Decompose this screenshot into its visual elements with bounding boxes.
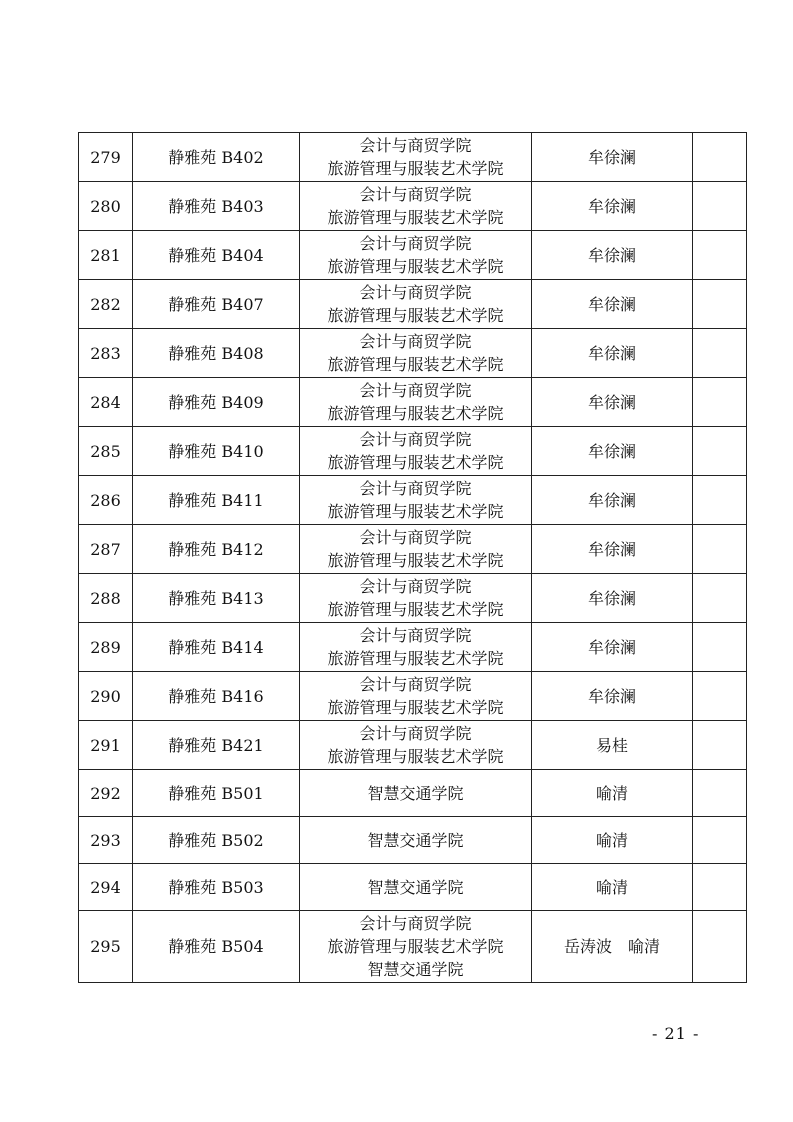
note-cell (693, 672, 747, 721)
college-cell (300, 911, 532, 983)
table-row (79, 133, 747, 182)
college-name: 会计与商贸学院 (359, 430, 472, 449)
college-name: 会计与商贸学院 (359, 626, 472, 645)
room-cell: 静雅苑 B416 (133, 672, 300, 721)
college-cell (300, 623, 532, 672)
college-name: 会计与商贸学院 (359, 185, 472, 204)
person-cell: 牟徐澜 (532, 378, 693, 427)
person-cell: 喻清 (532, 817, 693, 864)
table-row (79, 911, 747, 983)
college-name: 旅游管理与服装艺术学院 (327, 257, 504, 276)
note-cell (693, 476, 747, 525)
room-cell: 静雅苑 B503 (133, 864, 300, 911)
row-number-cell: 290 (79, 672, 133, 721)
note-cell (693, 574, 747, 623)
note-cell (693, 280, 747, 329)
table-row (79, 770, 747, 817)
college-cell (300, 574, 532, 623)
note-cell (693, 182, 747, 231)
row-number-cell: 282 (79, 280, 133, 329)
row-number-cell: 287 (79, 525, 133, 574)
college-cell (300, 672, 532, 721)
table-row (79, 476, 747, 525)
page-number: - 21 - (652, 1024, 700, 1043)
table-row (79, 280, 747, 329)
person-cell: 牟徐澜 (532, 623, 693, 672)
person-cell: 喻清 (532, 864, 693, 911)
room-cell: 静雅苑 B502 (133, 817, 300, 864)
room-cell: 静雅苑 B407 (133, 280, 300, 329)
person-cell: 牟徐澜 (532, 427, 693, 476)
college-name: 会计与商贸学院 (359, 675, 472, 694)
college-cell (300, 770, 532, 817)
college-name: 智慧交通学院 (367, 877, 464, 897)
college-cell (300, 817, 532, 864)
note-cell (693, 864, 747, 911)
college-name: 会计与商贸学院 (359, 283, 472, 302)
college-name: 旅游管理与服装艺术学院 (327, 649, 504, 668)
college-name: 旅游管理与服装艺术学院 (327, 698, 504, 717)
table-row (79, 231, 747, 280)
note-cell (693, 911, 747, 983)
room-cell: 静雅苑 B504 (133, 911, 300, 983)
college-cell (300, 182, 532, 231)
college-cell (300, 280, 532, 329)
table-row (79, 574, 747, 623)
row-number-cell: 284 (79, 378, 133, 427)
college-name: 旅游管理与服装艺术学院 (327, 453, 504, 472)
college-name: 智慧交通学院 (367, 783, 464, 803)
note-cell (693, 623, 747, 672)
room-cell: 静雅苑 B501 (133, 770, 300, 817)
person-cell: 牟徐澜 (532, 525, 693, 574)
note-cell (693, 525, 747, 574)
college-name: 会计与商贸学院 (359, 577, 472, 596)
row-number-cell: 283 (79, 329, 133, 378)
person-cell: 牟徐澜 (532, 133, 693, 182)
college-name: 会计与商贸学院 (359, 479, 472, 498)
person-cell: 牟徐澜 (532, 182, 693, 231)
college-cell (300, 329, 532, 378)
room-cell: 静雅苑 B411 (133, 476, 300, 525)
college-name: 旅游管理与服装艺术学院 (327, 937, 504, 956)
table-row (79, 525, 747, 574)
row-number-cell: 285 (79, 427, 133, 476)
table-row (79, 721, 747, 770)
person-cell: 易桂 (532, 721, 693, 770)
table-row (79, 329, 747, 378)
note-cell (693, 231, 747, 280)
college-cell (300, 133, 532, 182)
table-row (79, 864, 747, 911)
college-name: 会计与商贸学院 (359, 332, 472, 351)
room-cell: 静雅苑 B404 (133, 231, 300, 280)
note-cell (693, 427, 747, 476)
note-cell (693, 770, 747, 817)
table-row (79, 378, 747, 427)
college-name: 旅游管理与服装艺术学院 (327, 551, 504, 570)
person-cell: 牟徐澜 (532, 231, 693, 280)
college-name: 会计与商贸学院 (359, 234, 472, 253)
person-cell: 牟徐澜 (532, 672, 693, 721)
row-number-cell: 292 (79, 770, 133, 817)
college-name: 会计与商贸学院 (359, 381, 472, 400)
row-number-cell: 279 (79, 133, 133, 182)
row-number-cell: 286 (79, 476, 133, 525)
college-cell (300, 427, 532, 476)
row-number-cell: 295 (79, 911, 133, 983)
person-cell: 牟徐澜 (532, 280, 693, 329)
room-cell: 静雅苑 B412 (133, 525, 300, 574)
room-cell: 静雅苑 B414 (133, 623, 300, 672)
room-cell: 静雅苑 B409 (133, 378, 300, 427)
room-cell: 静雅苑 B413 (133, 574, 300, 623)
table-row (79, 817, 747, 864)
row-number-cell: 289 (79, 623, 133, 672)
person-cell: 岳涛波 喻清 (532, 911, 693, 983)
college-name: 会计与商贸学院 (359, 724, 472, 743)
row-number-cell: 293 (79, 817, 133, 864)
college-cell (300, 721, 532, 770)
college-name: 旅游管理与服装艺术学院 (327, 306, 504, 325)
note-cell (693, 721, 747, 770)
room-cell: 静雅苑 B410 (133, 427, 300, 476)
note-cell (693, 133, 747, 182)
college-name: 旅游管理与服装艺术学院 (327, 747, 504, 766)
college-name: 旅游管理与服装艺术学院 (327, 208, 504, 227)
person-cell: 牟徐澜 (532, 574, 693, 623)
note-cell (693, 817, 747, 864)
college-name: 会计与商贸学院 (359, 528, 472, 547)
college-cell (300, 525, 532, 574)
row-number-cell: 280 (79, 182, 133, 231)
table-row (79, 427, 747, 476)
college-cell (300, 864, 532, 911)
college-cell (300, 378, 532, 427)
row-number-cell: 281 (79, 231, 133, 280)
room-cell: 静雅苑 B408 (133, 329, 300, 378)
college-name: 旅游管理与服装艺术学院 (327, 355, 504, 374)
college-cell (300, 476, 532, 525)
college-name: 智慧交通学院 (367, 830, 464, 850)
table-row (79, 623, 747, 672)
row-number-cell: 291 (79, 721, 133, 770)
room-cell: 静雅苑 B403 (133, 182, 300, 231)
college-name: 旅游管理与服装艺术学院 (327, 404, 504, 423)
person-cell: 喻清 (532, 770, 693, 817)
table-body (79, 133, 747, 983)
row-number-cell: 288 (79, 574, 133, 623)
college-name: 会计与商贸学院 (359, 136, 472, 155)
note-cell (693, 378, 747, 427)
person-cell: 牟徐澜 (532, 476, 693, 525)
assignment-table (78, 132, 747, 983)
college-cell (300, 231, 532, 280)
room-cell: 静雅苑 B402 (133, 133, 300, 182)
college-name: 会计与商贸学院 (359, 914, 472, 933)
college-name: 智慧交通学院 (367, 960, 464, 979)
college-name: 旅游管理与服装艺术学院 (327, 502, 504, 521)
person-cell: 牟徐澜 (532, 329, 693, 378)
row-number-cell: 294 (79, 864, 133, 911)
note-cell (693, 329, 747, 378)
room-cell: 静雅苑 B421 (133, 721, 300, 770)
table-row (79, 182, 747, 231)
college-name: 旅游管理与服装艺术学院 (327, 159, 504, 178)
college-name: 旅游管理与服装艺术学院 (327, 600, 504, 619)
table-row (79, 672, 747, 721)
